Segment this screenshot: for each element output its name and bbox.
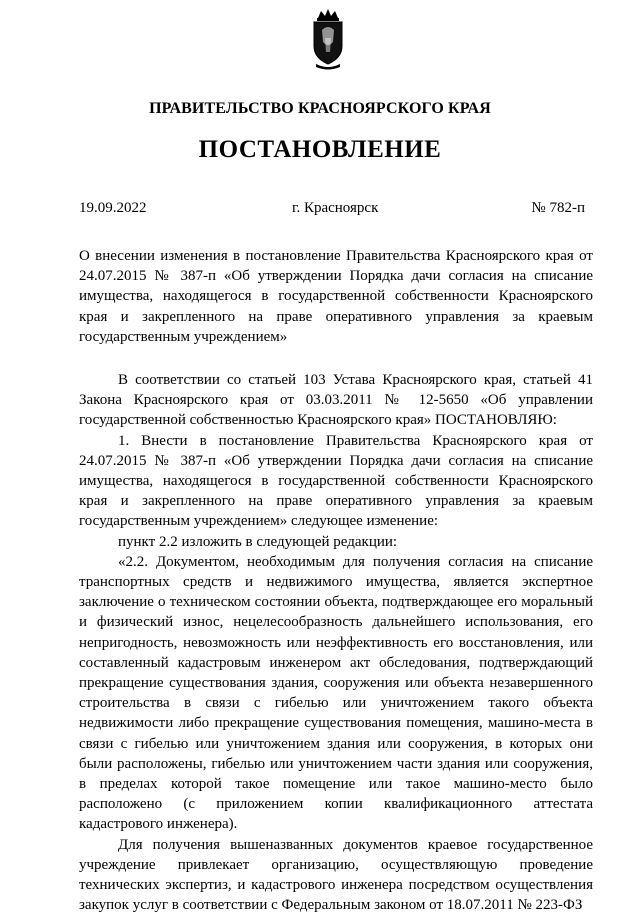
document-subject — [79, 246, 593, 347]
document-city: г. Красноярск — [292, 200, 379, 216]
body-paragraph: В соответствии со статьей 103 Устава Красноярского края, статьей 41 Закона Красноярского края от 03.03.2011 № 12-5650 «Об управлении государственной собственностью Красноярского края» ПОСТАНОВЛЯЮ: — [79, 372, 593, 429]
body-paragraph: Для получения вышеназванных документов краевое государственное учреждение привлекает организацию, осуществляющую проведение технических экспертиз, и кадастрового инженера посредством осуществления закупок услуг в соответствии с Федеральным законом от 18.07.2011 № 223-ФЗ — [79, 836, 593, 914]
body-paragraph: пункт 2.2 изложить в следующей редакции: — [118, 533, 398, 550]
organization-title: ПРАВИТЕЛЬСТВО КРАСНОЯРСКОГО КРАЯ — [149, 100, 491, 117]
coat-of-arms-emblem — [306, 8, 350, 72]
document-type-title: ПОСТАНОВЛЕНИЕ — [198, 136, 442, 163]
subject-text: О внесении изменения в постановление Правительства Красноярского края от 24.07.2015 № 387-п «Об утверждении Порядка дачи согласия на списание имущества, находящегося в государственной собственности Красноярского края и закрепленного на праве оперативного управления за краевым государственным учреждением» — [79, 248, 593, 345]
document-body — [79, 370, 593, 915]
body-paragraph: 1. Внести в постановление Правительства Красноярского края от 24.07.2015 № 387-п «Об утверждении Порядка дачи согласия на списание имущества, находящегося в государственной собственности Красноярского края и закрепленного на праве оперативного управления за краевым государственным учреждением» следующее изменение: — [79, 432, 593, 530]
body-paragraph: «2.2. Документом, необходимым для получения согласия на списание транспортных средств и недвижимого имущества, является экспертное заключение о техническом состоянии объекта, подтверждающее его моральный и физический износ, нецелесообразность дальнейшего использования, его непригодность, невозможность или неэффективность его восстановления, или составленный кадастровым инженером акт обследования, подтверждающий прекращение существования здания, сооружения или объекта незавершенного строительства в связи с гибелью или уничтожением такого объекта недвижимости либо прекращение существования помещения, машино-места в связи с гибелью или уничтожением здания или сооружения, в которых они были расположены, гибелью или уничтожением части здания или сооружения, в пределах которой такое помещение или такое машино-место было расположено (с приложением копии квалификационного аттестата кадастрового инженера). — [79, 553, 593, 833]
document-date: 19.09.2022 — [79, 200, 147, 216]
document-number: № 782-п — [531, 200, 585, 216]
